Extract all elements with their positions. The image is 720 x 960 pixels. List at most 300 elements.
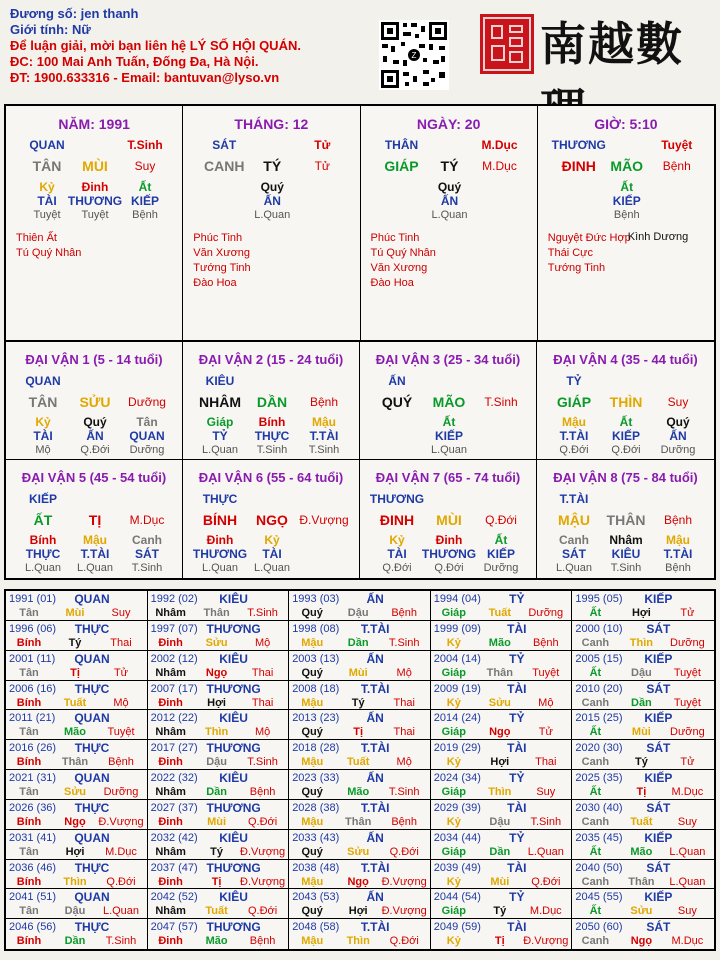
dv-hidden-state: Mộ <box>35 444 51 456</box>
year-cell <box>431 860 573 890</box>
pillar-stem: TÂN <box>32 158 62 174</box>
dai-van-cell-6 <box>183 460 360 578</box>
dv-hidden-state: Q.Đới <box>80 444 110 456</box>
year-ten-god: QUAN <box>74 890 110 905</box>
year-stem: Ất <box>589 845 602 858</box>
year-branch: Sửu <box>63 786 87 798</box>
header-info <box>10 6 301 86</box>
dv-hidden-stem: Canh <box>559 533 589 547</box>
year-stem: Đinh <box>158 696 183 709</box>
year-ten-god: KIÊU <box>219 711 248 726</box>
year-label: 2048 (58) <box>292 921 340 934</box>
dv-hidden-god: TÀI <box>33 429 53 443</box>
year-ten-god: QUAN <box>74 592 110 606</box>
year-label: 1999 (09) <box>433 622 481 635</box>
star-extra: Kình Dương <box>627 231 689 243</box>
year-cell <box>289 860 431 890</box>
year-label: 2009 (19) <box>433 682 481 695</box>
year-label: 2008 (18) <box>292 682 340 695</box>
year-cell <box>572 621 714 651</box>
dv-stem: NHÂM <box>199 394 241 410</box>
year-branch: Hợi <box>348 905 368 918</box>
pillar-branch: MÙI <box>82 158 108 174</box>
year-ten-god: THỰC <box>74 920 110 935</box>
year-state: Bệnh <box>249 786 276 798</box>
year-branch: Mùi <box>631 726 651 739</box>
year-cell <box>148 710 290 740</box>
hidden-stem: Ất <box>138 180 152 194</box>
year-state: T.Sinh <box>530 815 562 828</box>
year-cell <box>148 800 290 830</box>
year-cell <box>148 621 290 651</box>
year-stem: Canh <box>581 696 610 709</box>
year-branch: Tý <box>210 845 224 858</box>
year-ten-god: KIÊU <box>219 651 248 666</box>
year-state: Đ.Vượng <box>240 845 286 858</box>
dai-van-cell-1 <box>6 342 183 460</box>
hidden-god: TÀI <box>37 194 57 208</box>
year-cell <box>6 770 148 800</box>
hidden-god: ẤN <box>440 194 459 208</box>
year-stem: Tân <box>19 905 39 918</box>
year-branch: Dần <box>206 786 227 798</box>
year-stem: Quý <box>301 607 323 619</box>
year-stem: Nhâm <box>155 726 186 739</box>
dv-hidden-stem: Tân <box>136 415 158 429</box>
year-stem: Kỷ <box>446 815 461 828</box>
year-stem: Đinh <box>158 636 183 649</box>
dv-hidden-god: KIẾP <box>486 547 515 561</box>
dv-hidden-god: TÀI <box>387 547 407 561</box>
year-label: 2014 (24) <box>433 712 481 725</box>
dv-hidden-state: T.Sinh <box>610 562 642 574</box>
year-label: 2041 (51) <box>9 891 57 904</box>
year-stem: Nhâm <box>155 666 186 679</box>
year-ten-god: ẤN <box>366 651 384 666</box>
year-ten-god: TỶ <box>509 592 525 606</box>
year-cell <box>289 651 431 681</box>
hidden-state: Bệnh <box>613 209 640 221</box>
dv-branch: NGỌ <box>256 512 288 528</box>
pillar-state: M.Dục <box>482 159 517 173</box>
pillar-branch: TÝ <box>263 158 282 174</box>
year-label: 1991 (01) <box>9 593 57 605</box>
year-state: T.Sinh <box>105 935 137 948</box>
year-branch: Thân <box>628 875 655 888</box>
dv-branch: MÙI <box>436 512 462 528</box>
dai-van-cell-4 <box>537 342 714 460</box>
year-state: Dưỡng <box>670 636 705 649</box>
year-cell <box>289 621 431 651</box>
dv-hidden-god: THỰC <box>25 547 61 561</box>
year-branch: Tuất <box>488 607 511 619</box>
dv-hidden-god: ẤN <box>669 429 687 443</box>
dv-hidden-god: SÁT <box>135 547 159 561</box>
year-cell <box>6 591 148 621</box>
year-state: Bệnh <box>532 636 559 649</box>
year-state: Mộ <box>396 756 412 769</box>
year-stem: Quý <box>301 845 323 858</box>
year-stem: Tân <box>19 786 39 798</box>
pillar-star: T.Sinh <box>127 138 163 152</box>
year-stem: Quý <box>301 905 323 918</box>
year-ten-god: T.TÀI <box>360 800 390 815</box>
year-label: 1997 (07) <box>150 622 198 635</box>
year-branch: Hợi <box>631 607 651 619</box>
dv-state: Suy <box>667 395 689 409</box>
dv-hidden-god: T.TÀI <box>663 547 693 561</box>
year-cell <box>431 710 573 740</box>
year-stem: Tân <box>19 845 39 858</box>
year-state: Đ.Vượng <box>381 875 427 888</box>
year-stem: Bính <box>16 815 42 828</box>
year-ten-god: THỰC <box>74 741 110 756</box>
dv-hidden-stem: Mậu <box>666 533 690 547</box>
dv-hidden-state: L.Quan <box>24 562 62 574</box>
year-branch: Sửu <box>205 636 228 649</box>
year-branch: Mùi <box>490 875 510 888</box>
dai-van-cell-7 <box>360 460 537 578</box>
year-ten-god: TÀI <box>507 741 527 756</box>
year-ten-god: T.TÀI <box>360 741 390 756</box>
year-ten-god: QUAN <box>74 830 110 845</box>
year-stem: Giáp <box>441 607 467 619</box>
pillar-1 <box>183 106 360 340</box>
year-branch: Hợi <box>207 696 226 709</box>
year-ten-god: T.TÀI <box>360 621 390 636</box>
year-label: 2049 (59) <box>433 921 481 934</box>
year-stem: Ất <box>589 786 602 798</box>
year-cell <box>431 830 573 860</box>
pillar-branch: MÃO <box>610 158 644 174</box>
year-stem: Giáp <box>441 786 467 798</box>
year-cell <box>431 740 573 770</box>
pillar-title: THÁNG: 12 <box>234 116 309 132</box>
pillar-title: NĂM: 1991 <box>58 116 130 132</box>
year-cell <box>572 919 714 949</box>
year-label: 2002 (12) <box>150 652 198 665</box>
year-ten-god: T.TÀI <box>360 860 390 875</box>
dv-branch: TỊ <box>88 512 102 528</box>
dai-van-title: ĐẠI VẬN 8 (75 - 84 tuổi) <box>553 470 698 485</box>
year-branch: Mão <box>630 845 653 858</box>
year-cell <box>6 621 148 651</box>
year-label: 2034 (44) <box>433 831 481 844</box>
year-stem: Đinh <box>158 815 183 828</box>
year-state: Q.Đới <box>247 815 278 828</box>
year-state: Thai <box>110 636 132 649</box>
year-stem: Canh <box>581 815 610 828</box>
dv-hidden-stem: Đinh <box>206 533 234 547</box>
year-state: Tuyệt <box>107 726 135 739</box>
year-branch: Dậu <box>347 607 369 619</box>
year-ten-god: KIÊU <box>219 830 248 845</box>
year-stem: Ất <box>589 666 602 679</box>
year-branch: Ngọ <box>347 875 369 888</box>
qr-code-icon[interactable] <box>379 20 449 90</box>
year-branch: Mùi <box>207 815 227 828</box>
year-ten-god: TỶ <box>509 771 525 785</box>
star-item: Tú Quý Nhân <box>16 247 82 259</box>
year-branch: Mão <box>64 726 86 739</box>
dv-hidden-stem: Ất <box>619 415 633 429</box>
pillar-stem: CANH <box>204 158 245 174</box>
dv-ten-god: TỶ <box>566 374 582 388</box>
year-stem: Tân <box>19 666 39 679</box>
year-label: 2013 (23) <box>292 712 340 725</box>
year-label: 2031 (41) <box>9 831 57 844</box>
year-ten-god: TỶ <box>509 711 525 726</box>
year-branch: Ngọ <box>205 666 228 679</box>
year-cell <box>148 860 290 890</box>
year-branch: Tý <box>634 756 648 769</box>
year-state: Dưỡng <box>103 786 139 798</box>
year-branch: Thân <box>61 756 89 769</box>
dai-van-title: ĐẠI VẬN 2 (15 - 24 tuổi) <box>198 352 344 367</box>
year-cell <box>148 830 290 860</box>
pillar-ten-god: SÁT <box>212 138 237 152</box>
year-branch: Dần <box>64 935 86 948</box>
dv-hidden-stem: Kỷ <box>264 533 280 547</box>
year-cell <box>148 681 290 711</box>
phone-email-line: ĐT: 1900.633316 - Email: bantuvan@lyso.vn <box>10 70 280 85</box>
year-branch: Thân <box>486 666 513 679</box>
year-branch: Dần <box>347 636 369 649</box>
dv-state: Đ.Vượng <box>299 513 349 527</box>
pillar-stem: GIÁP <box>384 158 419 174</box>
year-label: 2043 (53) <box>292 891 340 904</box>
year-state: Thai <box>251 696 274 709</box>
year-branch: Tý <box>351 696 365 709</box>
year-cell <box>6 889 148 919</box>
dai-van-title: ĐẠI VẬN 6 (55 - 64 tuổi) <box>198 470 344 485</box>
year-ten-god: KIẾP <box>644 592 673 606</box>
dv-branch: MÃO <box>432 394 466 410</box>
year-ten-god: SÁT <box>646 860 671 875</box>
year-cell <box>6 830 148 860</box>
year-branch: Dậu <box>631 666 652 679</box>
dv-hidden-god: TỶ <box>212 429 228 443</box>
pillar-3 <box>538 106 714 340</box>
year-state: Tuyệt <box>532 666 560 679</box>
dv-hidden-god: KIẾP <box>434 429 463 443</box>
red-seal-icon <box>478 12 536 76</box>
year-stem: Nhâm <box>155 786 186 798</box>
hidden-god: KIẾP <box>130 194 159 208</box>
pillar-ten-god: THƯƠNG <box>551 138 606 152</box>
year-cell <box>289 919 431 949</box>
dai-van-cell-8 <box>537 460 714 578</box>
year-cell <box>289 830 431 860</box>
dv-hidden-god: T.TÀI <box>80 547 110 561</box>
dv-hidden-state: L.Quan <box>430 444 468 456</box>
pillar-branch: TÝ <box>440 158 459 174</box>
year-state: T.Sinh <box>388 786 420 798</box>
hidden-state: Tuyệt <box>81 209 109 221</box>
year-cell <box>572 591 714 621</box>
dv-hidden-god: THỰC <box>254 429 290 443</box>
year-stem: Tân <box>19 726 39 739</box>
pillar-2 <box>361 106 538 340</box>
year-label: 2046 (56) <box>9 921 57 934</box>
year-ten-god: KIẾP <box>644 711 673 726</box>
dv-hidden-stem: Kỷ <box>389 533 405 547</box>
hidden-state: L.Quan <box>431 209 468 221</box>
year-state: Mộ <box>254 636 271 649</box>
year-state: M.Dục <box>105 845 137 858</box>
star-item: Thái Cực <box>547 247 594 259</box>
hidden-god: THƯƠNG <box>67 194 123 208</box>
dai-van-title: ĐẠI VẬN 1 (5 - 14 tuổi) <box>25 352 163 367</box>
dv-branch: THÂN <box>606 512 646 528</box>
dv-hidden-state: Dưỡng <box>660 444 696 456</box>
year-ten-god: KIẾP <box>644 890 673 905</box>
dv-ten-god: THỰC <box>202 492 238 506</box>
pillar-title: NGÀY: 20 <box>416 116 481 132</box>
year-branch: Thìn <box>629 636 653 649</box>
year-label: 2030 (40) <box>575 801 623 814</box>
year-branch: Tuất <box>63 696 87 709</box>
year-stem: Mậu <box>301 696 324 709</box>
dv-hidden-stem: Quý <box>83 415 107 429</box>
dv-hidden-state: Dưỡng <box>483 562 519 574</box>
year-cell <box>6 681 148 711</box>
year-branch: Thìn <box>204 726 229 739</box>
year-ten-god: THƯƠNG <box>206 860 261 875</box>
year-state: Q.Đới <box>389 935 419 948</box>
year-state: Mộ <box>254 726 271 739</box>
year-ten-god: TÀI <box>507 800 527 815</box>
year-ten-god: TỶ <box>509 830 525 845</box>
year-ten-god: KIẾP <box>644 830 673 845</box>
year-ten-god: QUAN <box>74 771 110 785</box>
year-cell <box>289 740 431 770</box>
year-ten-god: KIẾP <box>644 651 673 666</box>
year-state: M.Dục <box>671 935 704 948</box>
year-ten-god: TÀI <box>507 681 527 696</box>
year-cell <box>431 919 573 949</box>
star-item: Đào Hoa <box>370 277 414 289</box>
year-cell <box>148 651 290 681</box>
year-branch: Ngọ <box>64 815 86 828</box>
year-stem: Giáp <box>441 845 467 858</box>
year-state: Q.Đới <box>531 875 561 888</box>
year-cell <box>572 770 714 800</box>
pillar-ten-god: QUAN <box>29 138 65 152</box>
year-cell <box>572 740 714 770</box>
year-state: L.Quan <box>102 905 140 918</box>
year-state: T.Sinh <box>247 756 278 769</box>
dv-branch: SỬU <box>79 394 111 410</box>
year-cell <box>6 740 148 770</box>
year-stem: Giáp <box>441 726 467 739</box>
year-branch: Tuất <box>630 815 653 828</box>
year-cell <box>431 800 573 830</box>
pillar-stars <box>16 231 81 261</box>
year-label: 2010 (20) <box>575 682 623 695</box>
year-cell <box>289 591 431 621</box>
year-stem: Đinh <box>158 875 183 888</box>
year-label: 2044 (54) <box>433 891 481 904</box>
year-branch: Thân <box>345 815 372 828</box>
dv-ten-god: ẤN <box>388 374 406 388</box>
dv-hidden-stem: Ất <box>442 415 456 429</box>
year-stem: Đinh <box>158 756 183 769</box>
star-item: Văn Xương <box>370 262 428 274</box>
year-cell <box>148 740 290 770</box>
pillar-state: Tử <box>314 159 330 173</box>
dv-hidden-god: KIÊU <box>611 547 641 561</box>
year-label: 2036 (46) <box>9 861 57 874</box>
dv-hidden-stem: Ất <box>494 533 508 547</box>
year-cell <box>148 591 290 621</box>
dv-stem: TÂN <box>28 394 58 410</box>
year-stem: Đinh <box>158 935 183 948</box>
year-stem: Bính <box>16 875 42 888</box>
year-ten-god: T.TÀI <box>360 920 390 935</box>
year-state: T.Sinh <box>388 636 420 649</box>
year-label: 2032 (42) <box>150 831 198 844</box>
year-state: Bệnh <box>249 935 276 948</box>
dv-stem: MẬU <box>558 512 590 528</box>
dv-hidden-god: T.TÀI <box>309 429 339 443</box>
dv-state: Dưỡng <box>128 395 166 409</box>
dv-ten-god: KIÊU <box>205 374 235 388</box>
year-ten-god: SÁT <box>646 741 671 756</box>
year-label: 2005 (15) <box>575 652 623 665</box>
year-cell <box>148 889 290 919</box>
year-stem: Ất <box>589 726 602 739</box>
dv-hidden-state: Q.Đới <box>434 562 464 574</box>
star-item: Phúc Tinh <box>193 232 243 244</box>
year-ten-god: THƯƠNG <box>206 681 261 696</box>
year-state: Tử <box>680 756 695 769</box>
dv-hidden-state: L.Quan <box>201 444 239 456</box>
year-stem: Bính <box>16 636 42 649</box>
year-label: 2017 (27) <box>150 742 198 755</box>
dai-van-title: ĐẠI VẬN 4 (35 - 44 tuổi) <box>553 352 698 367</box>
year-stem: Quý <box>301 786 323 798</box>
dv-hidden-god: T.TÀI <box>559 429 589 443</box>
dv-hidden-god: TÀI <box>262 547 282 561</box>
year-label: 2026 (36) <box>9 801 57 814</box>
dv-hidden-state: T.Sinh <box>308 444 340 456</box>
year-label: 2016 (26) <box>9 742 57 755</box>
hidden-god: KIẾP <box>612 194 641 208</box>
year-state: Suy <box>677 815 697 828</box>
year-cell <box>431 591 573 621</box>
year-stem: Kỷ <box>446 935 461 948</box>
year-branch: Ngọ <box>630 935 653 948</box>
star-item: Phúc Tinh <box>370 232 420 244</box>
year-branch: Tý <box>68 636 82 649</box>
dv-hidden-god: THƯƠNG <box>192 547 248 561</box>
contact-line: Để luận giải, mời bạn liên hệ LÝ SỐ HỘI QUÁN. <box>10 38 301 53</box>
year-state: L.Quan <box>527 845 564 858</box>
year-branch: Dậu <box>489 815 511 828</box>
year-label: 2025 (35) <box>575 772 623 784</box>
year-ten-god: QUAN <box>74 711 110 726</box>
year-branch: Thân <box>203 607 230 619</box>
year-ten-god: ẤN <box>366 890 384 905</box>
dv-ten-god: KIẾP <box>28 492 57 506</box>
year-cell <box>289 889 431 919</box>
year-ten-god: ẤN <box>366 592 384 606</box>
year-label: 2015 (25) <box>575 712 623 725</box>
year-branch: Mùi <box>348 666 368 679</box>
year-label: 2029 (39) <box>433 801 481 814</box>
year-label: 2035 (45) <box>575 831 623 844</box>
